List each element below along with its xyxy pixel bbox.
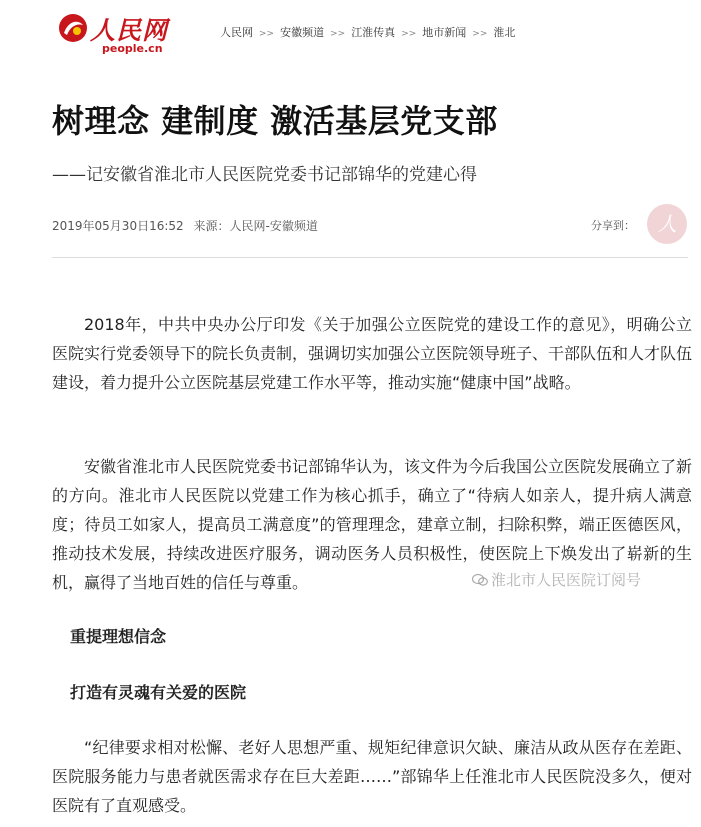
breadcrumb-link-anhui[interactable]: 安徽频道 xyxy=(280,26,325,39)
people-cn-logo[interactable] xyxy=(58,11,178,55)
article-paragraph: 安徽省淮北市人民医院党委书记部锦华认为，该文件为今后我国公立医院发展确立了新的方向。淮北市人民医院以党建工作为核心抓手，确立了“待病人如亲人，提升病人满意度；待员工如家人，提高员工满意度”的管理理念，建章立制，扫除积弊，端正医德医风，推动技术发展，持续改进医疗服务，调动医务人员积极性，使医院上下焕发出了崭新的生机，赢得了当地百姓的信任与尊重。 xyxy=(52,457,693,592)
breadcrumb-link-huaibei[interactable]: 淮北 xyxy=(493,26,516,39)
share-label: 分享到： xyxy=(591,219,635,232)
breadcrumb-link-local-news[interactable]: 地市新闻 xyxy=(422,26,467,39)
watermark-text: 淮北市人民医院订阅号 xyxy=(491,571,642,589)
article-paragraph: 2018年，中共中央办公厅印发《关于加强公立医院党的建设工作的意见》，明确公立医院实行党委领导下的院长负责制，强调切实加强公立医院领导班子、干部队伍和人才队伍建设，着力提升公立医院基层党建工作水平等，推动实施“健康中国”战略。 xyxy=(52,315,693,392)
breadcrumb-link-people[interactable]: 人民网 xyxy=(220,26,253,39)
section-subheading: 打造有灵魂有关爱的医院 xyxy=(70,683,247,702)
article-paragraph: “纪律要求相对松懈、老好人思想严重、规矩纪律意识欠缺、廉洁从政从医存在差距、医院服务能力与患者就医需求存在巨大差距……”部锦华上任淮北市人民医院没多久，便对医院有了直观感受。 xyxy=(52,738,692,815)
share-people-icon[interactable]: 人 xyxy=(647,204,687,244)
breadcrumb-separator: >> xyxy=(330,29,346,39)
breadcrumb xyxy=(220,24,515,40)
article-title: 树理念 建制度 激活基层党支部 xyxy=(52,102,498,140)
breadcrumb-separator: >> xyxy=(401,29,417,39)
article-source[interactable]: 来源：人民网-安徽频道 xyxy=(193,219,318,233)
section-heading: 重提理想信念 xyxy=(70,627,167,646)
logo-text-cn: 人民网 xyxy=(90,16,169,45)
breadcrumb-link-jianghuai[interactable]: 江淮传真 xyxy=(351,26,396,39)
logo-text-en: people.cn xyxy=(102,42,163,55)
article-meta xyxy=(52,217,318,234)
publish-datetime: 2019年05月30日16:52 xyxy=(52,219,184,233)
breadcrumb-separator: >> xyxy=(259,29,275,39)
wechat-watermark xyxy=(472,569,641,590)
header-divider xyxy=(52,257,688,258)
people-logo-icon xyxy=(58,13,88,43)
breadcrumb-separator: >> xyxy=(472,29,488,39)
article-subtitle: ——记安徽省淮北市人民医院党委书记部锦华的党建心得 xyxy=(52,165,477,185)
wechat-icon xyxy=(472,573,488,587)
site-header xyxy=(0,0,701,62)
